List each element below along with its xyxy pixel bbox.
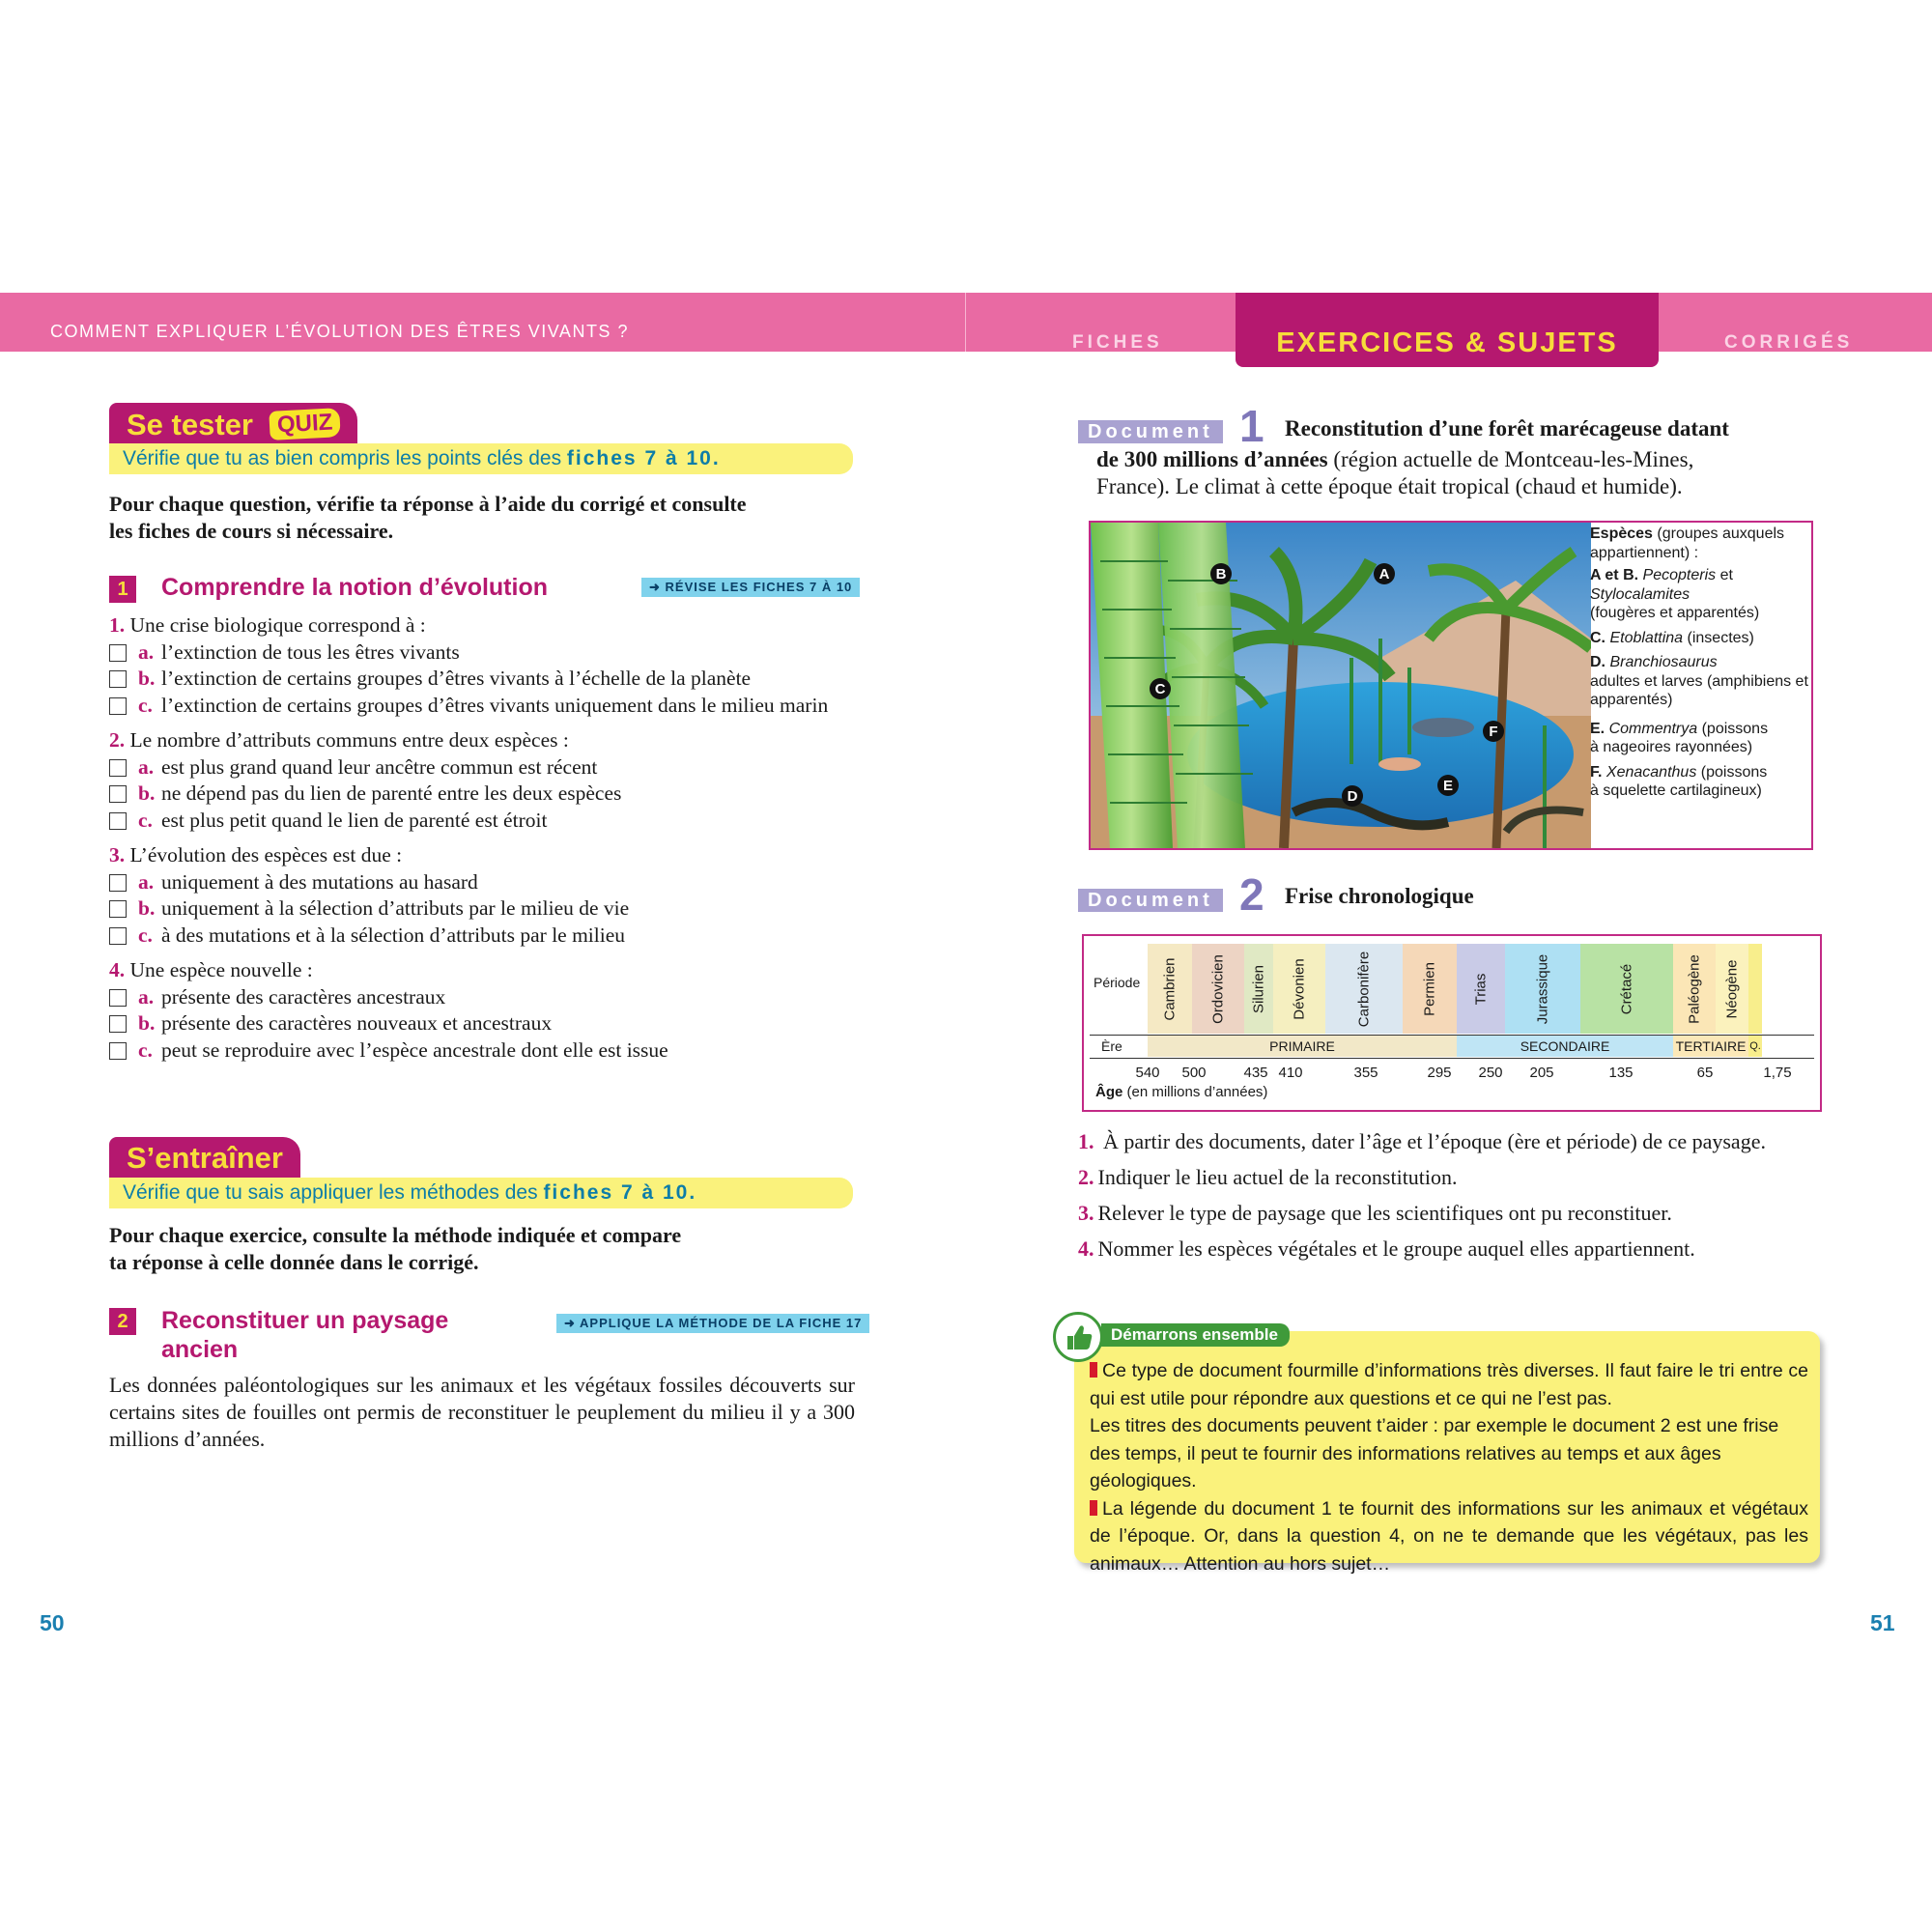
checkbox[interactable]: [109, 1042, 127, 1060]
marker-label: C: [1154, 681, 1166, 697]
question-text: Indiquer le lieu actuel de la reconstitution.: [1097, 1165, 1458, 1189]
demarrons-paragraph: [1090, 1412, 1808, 1495]
demarrons-ensemble-text: [1090, 1357, 1808, 1577]
checkbox[interactable]: [109, 927, 127, 945]
se-tester-instruction: [109, 491, 863, 545]
doc-question: [1078, 1236, 1822, 1263]
bullet-icon: [1090, 1500, 1097, 1516]
option-text: présente des caractères ancestraux: [161, 984, 446, 1009]
period-label: Néogène: [1723, 959, 1741, 1018]
applique-methode-tag[interactable]: ➜ APPLIQUE LA MÉTHODE DE LA FICHE 17: [556, 1314, 869, 1333]
doc1-title-bold: de 300 millions d’années: [1096, 447, 1328, 471]
legend-key: E.: [1590, 720, 1605, 737]
marker-label: A: [1378, 566, 1390, 582]
doc-question: [1078, 1164, 1822, 1191]
period-neogene: [1716, 944, 1748, 1034]
legend-text: et: [1716, 567, 1733, 583]
legend-key: F.: [1590, 763, 1603, 781]
option-letter: c.: [138, 1037, 153, 1062]
quiz-option[interactable]: [109, 869, 855, 896]
period-permien: [1403, 944, 1457, 1034]
quiz-option[interactable]: [109, 781, 855, 808]
question-text: À partir des documents, dater l’âge et l’époque (ère et période) de ce paysage.: [1103, 1129, 1766, 1153]
quiz-option[interactable]: [109, 923, 855, 950]
age-tick: 1,75: [1763, 1065, 1792, 1081]
question-number: 1.: [1078, 1129, 1094, 1153]
marker-label: E: [1442, 778, 1454, 794]
legend-entry: [1590, 566, 1812, 623]
document-label: Document: [1078, 420, 1223, 443]
age-tick: 435: [1243, 1065, 1268, 1081]
instruction-line: Pour chaque question, vérifie ta réponse à l’aide du corrigé et consulte: [109, 492, 747, 516]
doc-question: [1078, 1128, 1822, 1155]
page-divider: [965, 293, 966, 352]
period-label: Ordovicien: [1209, 953, 1227, 1024]
species-legend: [1590, 525, 1812, 801]
option-text: peut se reproduire avec l’espèce ancestrale dont elle est issue: [161, 1037, 668, 1062]
legend-text: (poissons: [1696, 763, 1768, 781]
era-tertiaire: TERTIAIRE: [1673, 1036, 1748, 1057]
option-text: est plus petit quand le lien de parenté est étroit: [161, 808, 548, 832]
legend-entry: [1590, 720, 1812, 757]
age-tick: 135: [1608, 1065, 1634, 1081]
thumbs-up-glyph: [1056, 1315, 1100, 1359]
age-tick: 355: [1353, 1065, 1378, 1081]
exercise-title-line: ancien: [161, 1336, 239, 1363]
demarrons-ensemble-title: Démarrons ensemble: [1101, 1323, 1290, 1347]
legend-text: à nageoires rayonnées): [1590, 739, 1753, 755]
option-text: uniquement à la sélection d’attributs par le milieu de vie: [161, 896, 630, 920]
page-number: 51: [1870, 1610, 1895, 1635]
quiz-question: [109, 957, 855, 1064]
legend-species: Branchiosaurus: [1609, 654, 1718, 670]
demarrons-p1: Ce type de document fourmille d’informations très diverses. Il faut faire le tri entre ce qui est utile pour répondre aux questions et ce qui ne l’est pas.: [1090, 1360, 1808, 1409]
question-text: Le nombre d’attributs communs entre deux espèces :: [129, 728, 569, 752]
option-letter: a.: [138, 984, 155, 1009]
period-cretace: [1580, 944, 1673, 1034]
question-number: 2.: [1078, 1165, 1094, 1189]
option-letter: b.: [138, 1011, 156, 1035]
question-number: 2.: [109, 728, 126, 752]
question-text: Une crise biologique correspond à :: [129, 613, 426, 637]
document-questions: [1078, 1128, 1822, 1263]
option-text: à des mutations et à la sélection d’attributs par le milieu: [161, 923, 626, 947]
quiz-option[interactable]: [109, 666, 855, 693]
tab-fiches[interactable]: FICHES: [1072, 332, 1163, 353]
checkbox[interactable]: [109, 989, 127, 1007]
marker-label: F: [1489, 724, 1498, 740]
demarrons-paragraph: [1090, 1495, 1808, 1578]
chapter-title: COMMENT EXPLIQUER L’ÉVOLUTION DES ÊTRES VIVANTS ?: [50, 322, 629, 341]
exercise-text: Les données paléontologiques sur les animaux et les végétaux fossiles découverts sur certains sites de fouilles ont permis de reconstituer le peuplement du milieu il y a 300 millions d’années.: [109, 1373, 855, 1451]
marker-label: D: [1347, 788, 1358, 805]
period-label: Trias: [1472, 973, 1490, 1005]
option-text: présente des caractères nouveaux et ancestraux: [161, 1011, 553, 1035]
revise-fiches-tag[interactable]: ➜ RÉVISE LES FICHES 7 À 10: [641, 578, 860, 597]
quiz-question: [109, 727, 855, 834]
legend-text: adultes et larves (amphibiens et apparentés): [1590, 672, 1808, 708]
sentrainer-instruction: [109, 1222, 863, 1276]
thumbs-up-icon: [1053, 1312, 1103, 1362]
legend-species: Pecopteris: [1642, 567, 1717, 583]
quiz-option[interactable]: [109, 895, 855, 923]
quiz-option[interactable]: [109, 808, 855, 835]
legend-species: Commentrya: [1608, 720, 1698, 737]
sentrainer-subtitle-text: Vérifie que tu sais appliquer les méthodes des: [123, 1181, 538, 1204]
legend-text: (fougères et apparentés): [1590, 605, 1760, 621]
sentrainer-subtitle-bold: fiches 7 à 10.: [543, 1181, 697, 1204]
age-label-bold: Âge: [1095, 1084, 1123, 1100]
era-quaternaire: Q.: [1748, 1036, 1762, 1057]
document-number: 1: [1239, 401, 1264, 451]
quiz-option[interactable]: [109, 984, 855, 1011]
question-number: 4.: [1078, 1236, 1094, 1261]
option-letter: a.: [138, 639, 155, 664]
option-letter: a.: [138, 869, 155, 894]
legend-text: à squelette cartilagineux): [1590, 782, 1762, 799]
instruction-line: les fiches de cours si nécessaire.: [109, 519, 394, 543]
legend-text: (insectes): [1683, 629, 1754, 646]
question-number: 1.: [109, 613, 126, 637]
sentrainer-banner: [109, 1137, 300, 1178]
exercise-number: 2: [109, 1308, 136, 1335]
checkbox[interactable]: [109, 785, 127, 803]
document-label: Document: [1078, 889, 1223, 912]
quiz-option[interactable]: [109, 1010, 855, 1037]
legend-entry: [1590, 763, 1812, 801]
question-number: 3.: [1078, 1201, 1094, 1225]
instruction-line: ta réponse à celle donnée dans le corrigé.: [109, 1250, 479, 1274]
option-letter: a.: [138, 754, 155, 779]
legend-heading: Espèces: [1590, 526, 1653, 542]
checkbox[interactable]: [109, 900, 127, 918]
instruction-line: Pour chaque exercice, consulte la méthode indiquée et compare: [109, 1223, 682, 1247]
exercise-number: 1: [109, 576, 136, 603]
doc1-title-line3: France). Le climat à cette époque était tropical (chaud et humide).: [1096, 474, 1683, 498]
legend-key: A et B.: [1590, 567, 1639, 583]
row-label-ere: Ère: [1101, 1038, 1122, 1054]
era-secondaire: SECONDAIRE: [1457, 1036, 1673, 1057]
checkbox[interactable]: [109, 812, 127, 830]
age-tick: 410: [1278, 1065, 1303, 1081]
legend-heading-rest: (groupes auxquels appartiennent) :: [1590, 526, 1785, 561]
period-carbonifere: [1325, 944, 1403, 1034]
legend-species: Etoblattina: [1609, 629, 1684, 646]
demarrons-p2: Les titres des documents peuvent t’aider : par exemple le document 2 est une frise des temps, il peut te fournir des informations relatives au temps et aux âges géologiques.: [1090, 1415, 1779, 1492]
quiz-option[interactable]: [109, 1037, 855, 1065]
option-text: ne dépend pas du lien de parenté entre les deux espèces: [161, 781, 622, 805]
legend-key: C.: [1590, 629, 1605, 646]
option-text: est plus grand quand leur ancêtre commun est récent: [161, 754, 598, 779]
tab-exercices-sujets[interactable]: EXERCICES & SUJETS: [1236, 293, 1659, 367]
period-quaternaire: [1748, 944, 1762, 1034]
period-ordovicien: [1192, 944, 1244, 1034]
option-text: l’extinction de certains groupes d’êtres vivants à l’échelle de la planète: [161, 667, 752, 690]
row-label-periode: Période: [1094, 975, 1141, 990]
exercise-title: Comprendre la notion d’évolution: [161, 574, 548, 601]
tab-corriges[interactable]: CORRIGÉS: [1724, 332, 1854, 353]
quiz-option[interactable]: [109, 693, 855, 720]
period-label: Silurien: [1250, 964, 1267, 1013]
period-label: Permien: [1421, 961, 1438, 1016]
period-label: Carbonifère: [1355, 951, 1373, 1027]
age-label-rest: (en millions d’années): [1122, 1084, 1268, 1100]
period-silurien: [1244, 944, 1273, 1034]
period-paleogene: [1673, 944, 1716, 1034]
legend-text: (poissons: [1697, 720, 1769, 737]
period-trias: [1457, 944, 1505, 1034]
checkbox[interactable]: [109, 1015, 127, 1033]
checkbox[interactable]: [109, 670, 127, 688]
option-letter: c.: [138, 923, 153, 947]
demarrons-p3: La légende du document 1 te fournit des informations sur les animaux et végétaux de l’époque. Or, dans la question 4, on ne te demande que les végétaux, pas les animaux… Attention au hors sujet…: [1090, 1497, 1808, 1575]
era-primaire: PRIMAIRE: [1148, 1036, 1457, 1057]
quiz-question: [109, 612, 855, 719]
doc1-title-rest: (région actuelle de Montceau-les-Mines,: [1327, 447, 1694, 471]
timeline-rule: [1090, 1058, 1814, 1059]
age-tick: 65: [1696, 1065, 1714, 1081]
period-jurassique: [1505, 944, 1580, 1034]
se-tester-subtitle-bold: fiches 7 à 10.: [566, 447, 721, 469]
bullet-icon: [1090, 1362, 1097, 1378]
sentrainer-title: S’entraîner: [127, 1141, 283, 1175]
question-text: L’évolution des espèces est due :: [129, 843, 403, 867]
checkbox[interactable]: [109, 759, 127, 777]
legend-entry: [1590, 629, 1812, 648]
quiz-question: [109, 842, 855, 949]
period-label: Paléogène: [1686, 953, 1703, 1024]
option-letter: b.: [138, 781, 156, 805]
doc2-title: Frise chronologique: [1285, 884, 1474, 908]
question-text: Une espèce nouvelle :: [129, 958, 313, 981]
exercise-title: [161, 1306, 448, 1364]
quiz-questions: [109, 612, 855, 1064]
period-label: Crétacé: [1618, 963, 1635, 1014]
doc-question: [1078, 1200, 1822, 1227]
checkbox[interactable]: [109, 874, 127, 892]
checkbox[interactable]: [109, 697, 127, 715]
question-text: Nommer les espèces végétales et le groupe auquel elles appartiennent.: [1097, 1236, 1695, 1261]
document-number: 2: [1239, 869, 1264, 920]
quiz-option[interactable]: [109, 639, 855, 667]
option-text: l’extinction de tous les êtres vivants: [161, 639, 460, 664]
question-number: 4.: [109, 958, 126, 981]
sentrainer-subtitle: [109, 1178, 853, 1208]
age-tick: 205: [1529, 1065, 1554, 1081]
question-number: 3.: [109, 843, 126, 867]
option-letter: c.: [138, 808, 153, 832]
swamp-forest-illustration: [1091, 523, 1591, 848]
question-text: Relever le type de paysage que les scientifiques ont pu reconstituer.: [1097, 1201, 1672, 1225]
legend-key: D.: [1590, 654, 1605, 670]
se-tester-banner: [109, 403, 357, 445]
se-tester-subtitle: [109, 443, 853, 474]
option-text: uniquement à des mutations au hasard: [161, 869, 478, 894]
option-letter: b.: [138, 896, 156, 920]
chronological-timeline: [1082, 934, 1822, 1112]
quiz-option[interactable]: [109, 754, 855, 781]
se-tester-subtitle-text: Vérifie que tu as bien compris les points clés des: [123, 447, 562, 469]
se-tester-title: Se tester: [127, 408, 253, 441]
marker-label: B: [1215, 566, 1227, 582]
age-tick: 500: [1181, 1065, 1207, 1081]
legend-entry: [1590, 653, 1812, 710]
page-number: 50: [40, 1610, 65, 1635]
checkbox[interactable]: [109, 644, 127, 662]
age-tick: 540: [1135, 1065, 1160, 1081]
row-label-age: [1095, 1084, 1267, 1100]
doc1-title-line2: [1096, 447, 1831, 472]
legend-species: Stylocalamites: [1590, 585, 1690, 603]
demarrons-paragraph: [1090, 1357, 1808, 1412]
option-letter: c.: [138, 693, 153, 717]
doc1-title: Reconstitution d’une forêt marécageuse datant: [1285, 416, 1729, 440]
period-label: Cambrien: [1161, 956, 1179, 1021]
exercise-title-line: Reconstituer un paysage: [161, 1307, 449, 1334]
option-text: l’extinction de certains groupes d’êtres vivants uniquement dans le milieu marin: [161, 693, 829, 717]
period-cambrien: [1148, 944, 1192, 1034]
age-tick: 295: [1427, 1065, 1452, 1081]
period-label: Dévonien: [1291, 957, 1308, 1020]
period-label: Jurassique: [1534, 953, 1551, 1024]
age-tick: 250: [1478, 1065, 1503, 1081]
quiz-badge: QUIZ: [269, 408, 341, 440]
period-devonien: [1273, 944, 1325, 1034]
option-letter: b.: [138, 667, 156, 690]
legend-species: Xenacanthus: [1605, 763, 1697, 781]
